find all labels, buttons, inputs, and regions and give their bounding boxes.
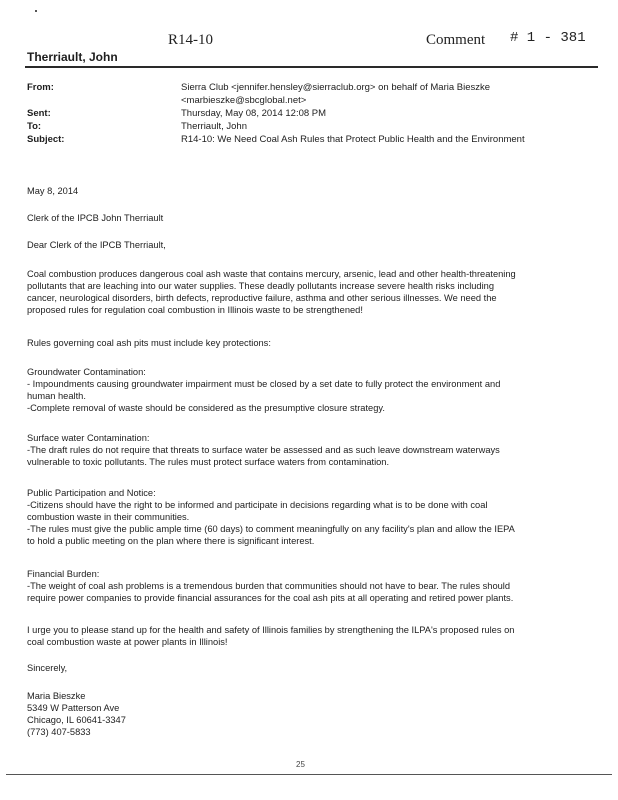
section-line: - Impoundments causing groundwater impairment must be closed by a set date to fully protect the environment and xyxy=(27,379,501,389)
page-number: 25 xyxy=(296,760,305,769)
signature-block xyxy=(27,690,587,738)
intro-line: proposed rules for regulation coal combustion in Illinois waste to be strengthened! xyxy=(27,305,363,315)
financial-burden-section xyxy=(27,568,587,604)
docket-stamp: R14-10 xyxy=(168,32,213,48)
header-divider xyxy=(25,66,598,68)
to-value: Therriault, John xyxy=(181,121,248,132)
sent-label: Sent: xyxy=(27,108,51,119)
letter-date: May 8, 2014 xyxy=(27,186,79,196)
subject-label: Subject: xyxy=(27,134,65,145)
intro-line: cancer, neurological disorders, birth defects, reproductive failure, asthma and other serious illnesses. We need the xyxy=(27,293,497,303)
public-participation-section xyxy=(27,487,587,547)
intro-line: pollutants that are leaching into our water supplies. These deadly pollutants increase severe health risks including xyxy=(27,281,495,291)
scan-speck xyxy=(35,10,37,12)
letter-signoff: Sincerely, xyxy=(27,663,68,673)
letter-salutation: Dear Clerk of the IPCB Therriault, xyxy=(27,240,166,250)
section-line: -Citizens should have the right to be informed and participate in decisions regarding what is to be done with coal xyxy=(27,500,488,510)
section-line: to hold a public meeting on the plan where there is significant interest. xyxy=(27,536,315,546)
groundwater-section xyxy=(27,366,587,414)
surface-water-section xyxy=(27,432,587,468)
from-value-line1: Sierra Club <jennifer.hensley@sierraclub.org> on behalf of Maria Bieszke xyxy=(181,82,491,93)
from-value-line2: <marbieszke@sbcglobal.net> xyxy=(181,95,307,106)
section-line: -Complete removal of waste should be considered as the presumptive closure strategy. xyxy=(27,403,385,413)
closing-paragraph xyxy=(27,624,587,648)
signature-phone: (773) 407-5833 xyxy=(27,727,91,737)
comment-label: Comment xyxy=(426,32,486,48)
signature-street: 5349 W Patterson Ave xyxy=(27,703,120,713)
sent-value: Thursday, May 08, 2014 12:08 PM xyxy=(181,108,327,119)
comment-number: # 1 - 381 xyxy=(510,30,586,46)
section-heading: Surface water Contamination: xyxy=(27,433,150,443)
intro-paragraph xyxy=(27,268,587,316)
section-heading: Financial Burden: xyxy=(27,569,100,579)
section-line: combustion waste in their communities. xyxy=(27,512,190,522)
section-line: require power companies to provide financial assurances for the coal ash pits at all operating and retired power plants. xyxy=(27,593,514,603)
section-heading: Public Participation and Notice: xyxy=(27,488,156,498)
section-line: -The draft rules do not require that threats to surface water be assessed and as such leave downstream waterways xyxy=(27,445,500,455)
subject-value: R14-10: We Need Coal Ash Rules that Protect Public Health and the Environment xyxy=(181,134,525,145)
to-label: To: xyxy=(27,121,42,132)
letter-addressee: Clerk of the IPCB John Therriault xyxy=(27,213,164,223)
closing-line: I urge you to please stand up for the health and safety of Illinois families by strengthening the ILPA's proposed rules on xyxy=(27,625,515,635)
closing-line: coal combustion waste at power plants in Illinois! xyxy=(27,637,228,647)
intro-line: Coal combustion produces dangerous coal ash waste that contains mercury, arsenic, lead and other health-threatening xyxy=(27,269,516,279)
section-heading: Groundwater Contamination: xyxy=(27,367,146,377)
section-line: human health. xyxy=(27,391,86,401)
section-line: -The weight of coal ash problems is a tremendous burden that communities should not have to bear. The rules should xyxy=(27,581,511,591)
signature-name: Maria Bieszke xyxy=(27,691,86,701)
bottom-scan-line xyxy=(6,774,612,775)
section-line: -The rules must give the public ample time (60 days) to comment meaningfully on any facility's plan and allow the IEPA xyxy=(27,524,515,534)
recipient-name: Therriault, John xyxy=(27,50,118,64)
section-line: vulnerable to toxic pollutants. The rules must protect surface waters from contamination. xyxy=(27,457,390,467)
signature-city: Chicago, IL 60641-3347 xyxy=(27,715,126,725)
key-protections-line: Rules governing coal ash pits must include key protections: xyxy=(27,338,271,348)
from-label: From: xyxy=(27,82,54,93)
